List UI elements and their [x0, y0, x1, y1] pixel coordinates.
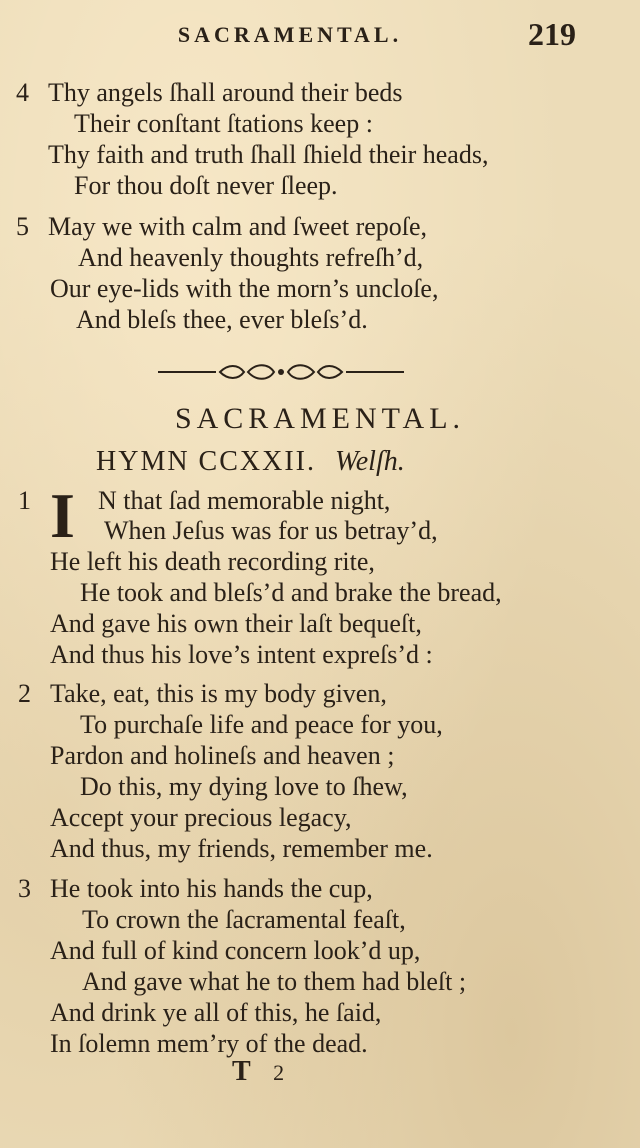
verse-line: And bleſs thee, ever bleſs’d. — [76, 305, 368, 334]
verse-line: Their conſtant ſtations keep : — [74, 109, 373, 138]
verse-line: For thou doſt never ſleep. — [74, 171, 338, 200]
verse-line: And drink ye all of this, he ſaid, — [50, 998, 382, 1027]
verse-line: And thus his love’s intent expreſs’d : — [50, 640, 433, 669]
verse-line: When Jeſus was for us betray’d, — [104, 516, 438, 545]
verse-line: Thy faith and truth ſhall ſhield their heads, — [48, 140, 489, 169]
tune-name: Welſh. — [335, 446, 405, 477]
verse-line: Thy angels ſhall around their beds — [48, 78, 403, 107]
verse-line: May we with calm and ſweet repoſe, — [48, 212, 428, 241]
verse-number: 1 — [18, 486, 31, 515]
verse-line: And thus, my friends, remember me. — [50, 834, 433, 863]
verse-line: Accept your precious legacy, — [50, 803, 352, 832]
verse-line: And gave what he to them had bleſt ; — [82, 967, 467, 996]
signature-number: 2 — [273, 1060, 293, 1085]
verse-line: And heavenly thoughts refreſh’d, — [78, 243, 424, 272]
stanza-number: 4 — [16, 78, 29, 107]
verse-line: To purchaſe life and peace for you, — [80, 710, 443, 739]
section-title: SACRAMENTAL. — [174, 402, 466, 435]
drop-cap: I — [50, 480, 75, 551]
page-number: 219 — [528, 16, 576, 52]
verse-line: To crown the ſacramental feaſt, — [82, 905, 406, 934]
verse-line: He left his death recording rite, — [50, 547, 375, 576]
ornament-rule-icon — [158, 360, 404, 384]
running-head: SACRAMENTAL. — [177, 22, 403, 47]
verse-line: He took and bleſs’d and brake the bread, — [80, 578, 502, 607]
stanza-number: 5 — [16, 212, 29, 241]
verse-line: In ſolemn mem’ry of the dead. — [50, 1029, 368, 1058]
verse-number: 3 — [18, 874, 31, 903]
verse-line: Our eye-lids with the morn’s uncloſe, — [50, 274, 439, 303]
verse-number: 2 — [18, 679, 31, 708]
signature-mark — [232, 1056, 292, 1088]
verse-line: Take, eat, this is my body given, — [50, 679, 387, 708]
verse-line: He took into his hands the cup, — [50, 874, 373, 903]
hymn-heading — [96, 446, 405, 478]
hymn-number: HYMN CCXXII. — [96, 446, 316, 477]
verse-line: Do this, my dying love to ſhew, — [80, 772, 408, 801]
verse-line: And full of kind concern look’d up, — [50, 936, 421, 965]
signature-letter: T — [232, 1056, 259, 1087]
verse-line: Pardon and holineſs and heaven ; — [50, 741, 395, 770]
verse-line: And gave his own their laſt bequeſt, — [50, 609, 422, 638]
verse-line: N that ſad memorable night, — [98, 486, 391, 515]
